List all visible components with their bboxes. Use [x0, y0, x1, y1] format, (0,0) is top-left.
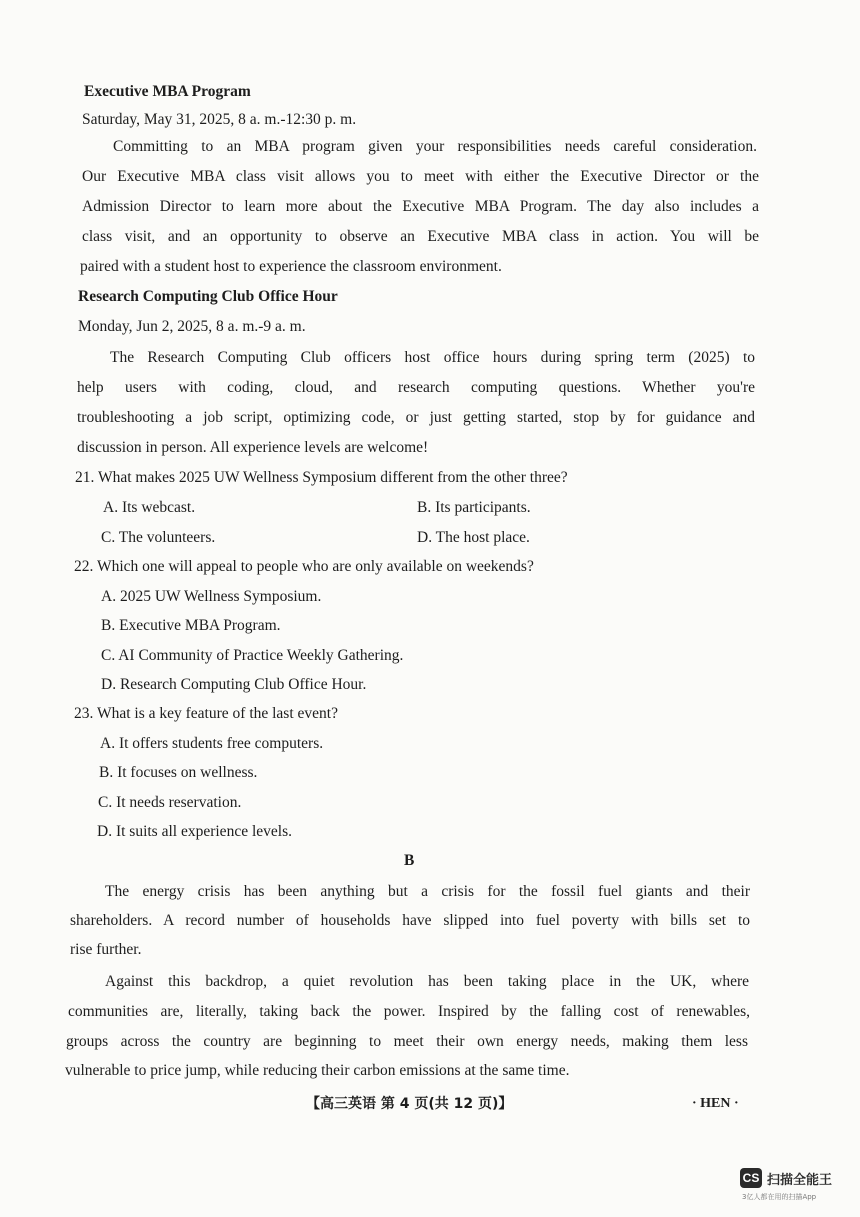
cs-logo-icon: CS: [740, 1168, 762, 1188]
passage-line: shareholders. A record number of households have slipped into fuel poverty with bills set to: [70, 912, 750, 929]
watermark-name: 扫描全能王: [767, 1173, 833, 1188]
q23-stem: 23. What is a key feature of the last event?: [74, 705, 338, 722]
mba-text-line: Committing to an MBA program given your responsibilities needs careful consideration.: [113, 138, 757, 155]
mba-text-line: paired with a student host to experience the classroom environment.: [80, 258, 502, 275]
rc-text-line: discussion in person. All experience levels are welcome!: [77, 439, 429, 456]
passage-line: vulnerable to price jump, while reducing their carbon emissions at the same time.: [65, 1062, 570, 1079]
q21-option-b: B. Its participants.: [417, 499, 531, 516]
passage-line: rise further.: [70, 941, 142, 958]
watermark-tagline: 3亿人都在用的扫描App: [742, 1193, 817, 1201]
mba-date: Saturday, May 31, 2025, 8 a. m.-12:30 p. m.: [82, 111, 357, 128]
q22-option-a: A. 2025 UW Wellness Symposium.: [101, 588, 322, 605]
mba-title: Executive MBA Program: [84, 83, 251, 100]
q23-option-d: D. It suits all experience levels.: [97, 823, 292, 840]
page-footer-label: 【高三英语 第 4 页(共 12 页)】: [306, 1096, 513, 1112]
q21-option-c: C. The volunteers.: [101, 529, 216, 546]
q22-option-d: D. Research Computing Club Office Hour.: [101, 676, 367, 693]
q23-option-a: A. It offers students free computers.: [100, 735, 324, 752]
mba-text-line: Admission Director to learn more about the Executive MBA Program. The day also includes a: [82, 198, 759, 215]
q22-stem: 22. Which one will appeal to people who are only available on weekends?: [74, 558, 534, 575]
passage-line: The energy crisis has been anything but a crisis for the fossil fuel giants and their: [105, 883, 750, 900]
passage-heading: B: [404, 852, 415, 869]
rc-text-line: troubleshooting a job script, optimizing code, or just getting started, stop by for guidance and: [77, 409, 755, 426]
rc-date: Monday, Jun 2, 2025, 8 a. m.-9 a. m.: [78, 318, 306, 335]
q22-option-c: C. AI Community of Practice Weekly Gathering.: [101, 647, 404, 664]
rc-text-line: help users with coding, cloud, and research computing questions. Whether you're: [77, 379, 755, 396]
q21-option-a: A. Its webcast.: [103, 499, 196, 516]
rc-title: Research Computing Club Office Hour: [78, 288, 338, 305]
q23-option-c: C. It needs reservation.: [98, 794, 242, 811]
passage-line: groups across the country are beginning to meet their own energy needs, making them less: [66, 1033, 748, 1050]
q21-stem: 21. What makes 2025 UW Wellness Symposium different from the other three?: [75, 469, 568, 486]
mba-text-line: Our Executive MBA class visit allows you to meet with either the Executive Director or the: [82, 168, 759, 185]
q22-option-b: B. Executive MBA Program.: [101, 617, 281, 634]
rc-text-line: The Research Computing Club officers host office hours during spring term (2025) to: [110, 349, 755, 366]
page-footer-code: · HEN ·: [692, 1096, 739, 1111]
mba-text-line: class visit, and an opportunity to observe an Executive MBA class in action. You will be: [82, 228, 759, 245]
q23-option-b: B. It focuses on wellness.: [99, 764, 258, 781]
passage-line: Against this backdrop, a quiet revolution has been taking place in the UK, where: [105, 973, 749, 990]
q21-option-d: D. The host place.: [417, 529, 530, 546]
passage-line: communities are, literally, taking back the power. Inspired by the falling cost of renewables,: [68, 1003, 750, 1020]
